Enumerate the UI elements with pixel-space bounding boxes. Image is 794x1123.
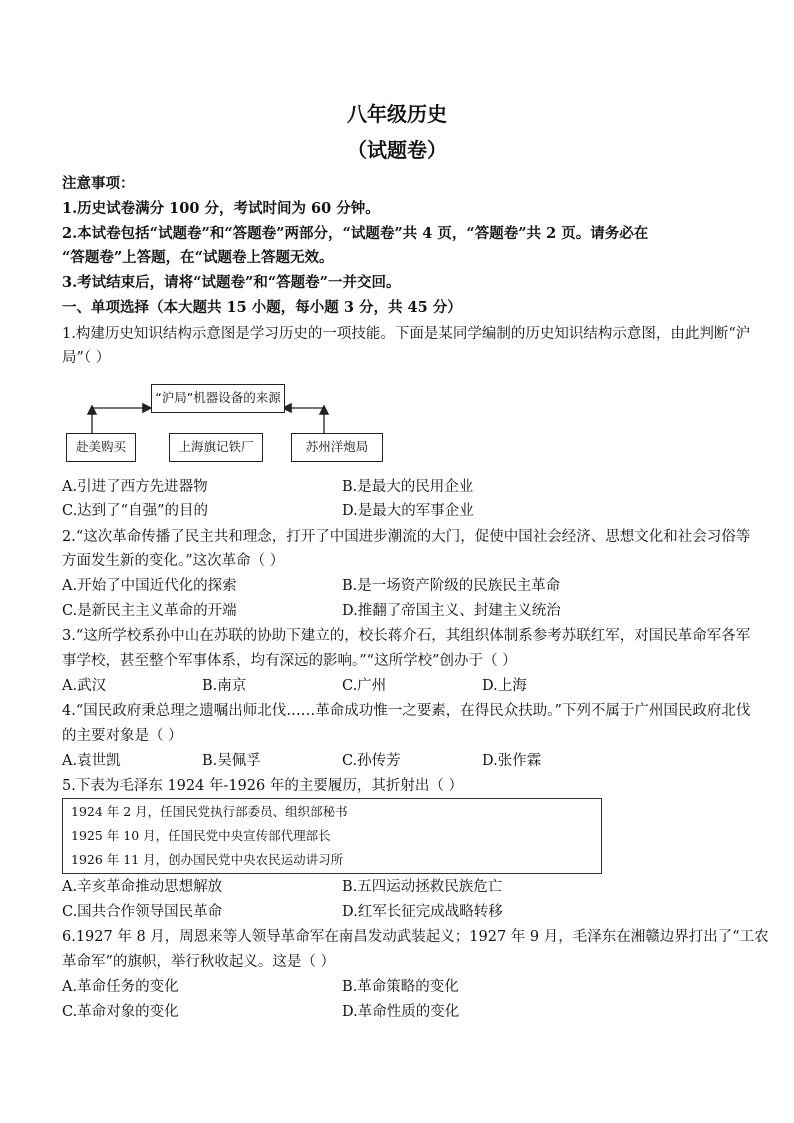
option-a: A.开始了中国近代化的探索 [62, 578, 237, 594]
question-stem: 2.“这次革命传播了民主共和理念，打开了中国进步潮流的大门，促使中国社会经济、思想文化和社会习俗等 [62, 529, 751, 545]
option-a: A.武汉 [62, 678, 107, 694]
option-b: B.革命策略的变化 [342, 979, 459, 995]
option-d: D.张作霖 [482, 753, 542, 769]
section-heading: 一、单项选择（本大题共 15 小题，每小题 3 分，共 45 分） [62, 299, 462, 316]
diagram-right-box: 苏州洋炮局 [291, 433, 383, 462]
diagram-top-box: “沪局”机器设备的来源 [151, 384, 285, 413]
table-row: 1926 年 11 月，创办国民党中央农民运动讲习所 [71, 852, 344, 867]
question-stem: 4.“国民政府秉总理之遗嘱出师北伐……革命成功惟一之要素，在得民众扶助。”下列不属于广州国民政府北伐 [62, 703, 751, 719]
option-d: D.革命性质的变化 [342, 1004, 460, 1020]
question-stem: 3.“这所学校系孙中山在苏联的协助下建立的，校长蒋介石，其组织体制系参考苏联红军，对国民革命军各军 [62, 628, 751, 644]
exam-title: 八年级历史 [347, 102, 447, 126]
question-stem: 局”（ ） [62, 350, 111, 366]
diagram-left-box: 赴美购买 [66, 433, 136, 462]
notice-item: 1.历史试卷满分 100 分，考试时间为 60 分钟。 [62, 200, 380, 217]
option-d: D.红军长征完成战略转移 [342, 904, 503, 920]
question-stem: 6.1927 年 8 月，周恩来等人领导革命军在南昌发动武装起义；1927 年 9 月，毛泽东在湘赣边界打出了“工农 [62, 929, 769, 945]
question-stem: 的主要对象是（ ） [62, 728, 183, 744]
option-c: C.是新民主主义革命的开端 [62, 603, 237, 619]
question-stem: 方面发生新的变化。”这次革命（ ） [62, 553, 285, 569]
option-a: A.辛亥革命推动思想解放 [62, 879, 223, 895]
table-row: 1925 年 10 月，任国民党中央宣传部代理部长 [71, 828, 331, 843]
option-c: C.孙传芳 [342, 753, 401, 769]
option-a: A.引进了西方先进器物 [62, 479, 208, 495]
option-d: D.上海 [482, 678, 527, 694]
option-c: C.达到了“自强”的目的 [62, 503, 209, 519]
option-d: D.是最大的军事企业 [342, 503, 474, 519]
question-stem: 1.构建历史知识结构示意图是学习历史的一项技能。下面是某同学编制的历史知识结构示意图，由此判断“沪 [62, 326, 751, 342]
diagram-middle-box: 上海旗记铁厂 [169, 433, 263, 462]
option-a: A.革命任务的变化 [62, 979, 179, 995]
option-b: B.五四运动拯救民族危亡 [342, 879, 503, 895]
option-b: B.是一场资产阶级的民族民主革命 [342, 578, 561, 594]
option-c: C.革命对象的变化 [62, 1004, 179, 1020]
knowledge-structure-diagram [62, 378, 382, 468]
option-c: C.国共合作领导国民革命 [62, 904, 223, 920]
question-stem: 事学校，甚至整个军事体系，均有深远的影响。”“这所学校”创办于（ ） [62, 653, 517, 669]
option-b: B.是最大的民用企业 [342, 479, 474, 495]
option-d: D.推翻了帝国主义、封建主义统治 [342, 603, 561, 619]
option-a: A.袁世凯 [62, 753, 121, 769]
table-row: 1924 年 2 月，任国民党执行部委员、组织部秘书 [71, 804, 348, 819]
question-stem: 革命军”的旗帜，举行秋收起义。这是（ ） [62, 954, 336, 970]
option-b: B.南京 [202, 678, 247, 694]
notice-item: 3.考试结束后，请将“试题卷”和“答题卷”一并交回。 [62, 274, 401, 291]
question-stem: 5.下表为毛泽东 1924 年-1926 年的主要履历，其折射出（ ） [62, 778, 463, 794]
biography-table [62, 798, 602, 874]
notice-item: 2.本试卷包括“试题卷”和“答题卷”两部分，“试题卷”共 4 页，“答题卷”共 2 页。请务必在 [62, 225, 649, 242]
exam-subtitle: （试题卷） [347, 138, 447, 162]
option-b: B.吴佩孚 [202, 753, 261, 769]
notice-item: “答题卷”上答题，在“试题卷上答题无效。 [62, 249, 334, 266]
option-c: C.广州 [342, 678, 387, 694]
notice-heading: 注意事项： [62, 175, 135, 192]
